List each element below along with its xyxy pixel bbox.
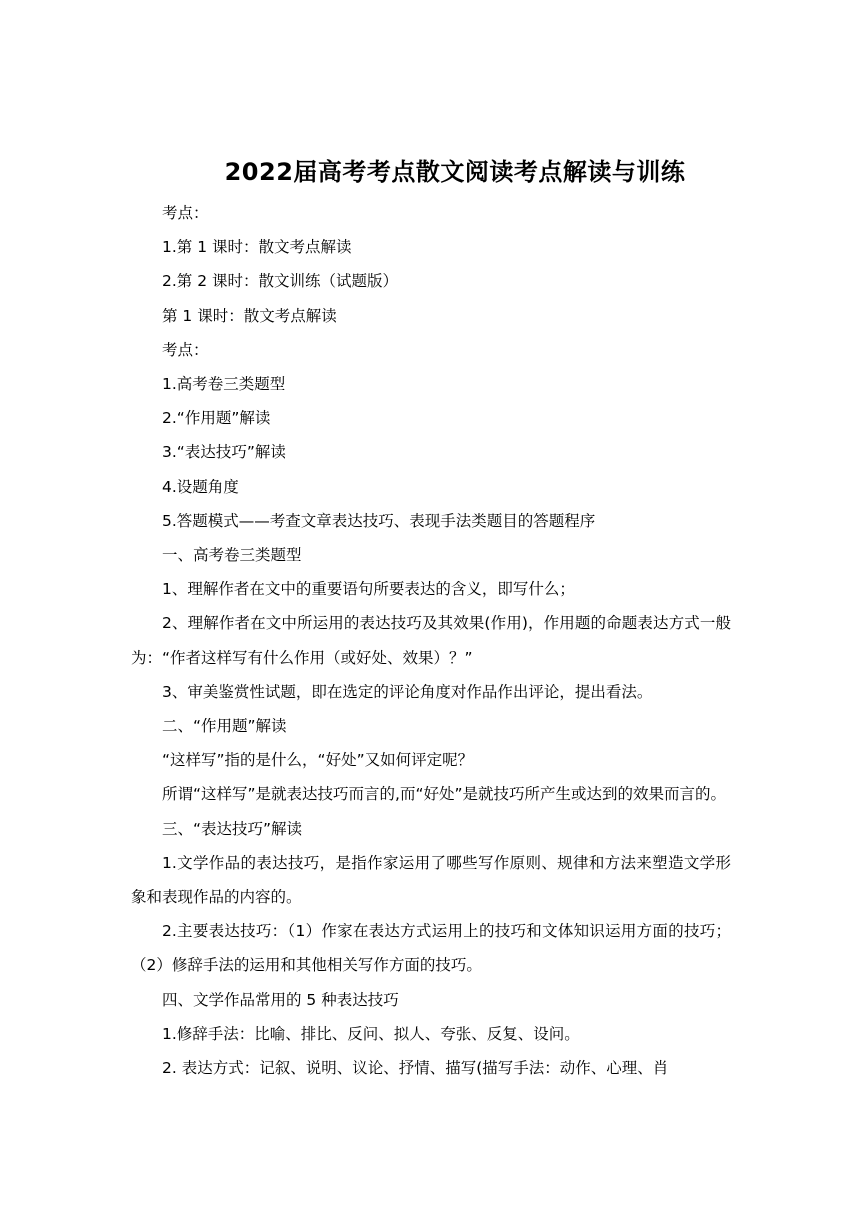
paragraph: 第 1 课时：散文考点解读 [162, 306, 337, 325]
paragraph: 5.答题模式——考查文章表达技巧、表现手法类题目的答题程序 [162, 511, 596, 530]
paragraph: 1.文学作品的表达技巧，是指作家运用了哪些写作原则、规律和方法来塑造文学形象和表现作品的内容的。 [131, 853, 731, 907]
paragraph: 2.“作用题”解读 [162, 409, 271, 428]
paragraph: 4.设题角度 [162, 477, 239, 496]
paragraph: 考点： [162, 204, 209, 222]
paragraph: 2、理解作者在文中所运用的表达技巧及其效果(作用)，作用题的命题表达方式一般为：“作者这样写有什么作用（或好处、效果）？” [131, 614, 731, 667]
paragraph: 考点： [162, 340, 209, 359]
paragraph: 1.高考卷三类题型 [162, 375, 286, 394]
paragraph: 2.主要表达技巧：（1）作家在表达方式运用上的技巧和文体知识运用方面的技巧；（2）修辞手法的运用和其他相关写作方面的技巧。 [131, 922, 731, 975]
paragraph: 1.修辞手法：比喻、排比、反问、拟人、夸张、反复、设问。 [162, 1024, 580, 1043]
section-heading: 四、文学作品常用的 5 种表达技巧 [162, 990, 399, 1009]
paragraph: 2.第 2 课时：散文训练（试题版） [162, 272, 399, 291]
paragraph: 3、审美鉴赏性试题，即在选定的评论角度对作品作出评论，提出看法。 [162, 682, 653, 701]
paragraph: “这样写”指的是什么，“好处”又如何评定呢？ [162, 751, 474, 770]
paragraph: 1、理解作者在文中的重要语句所要表达的含义，即写什么； [162, 580, 575, 599]
section-heading: 三、“表达技巧”解读 [162, 819, 303, 838]
paragraph: 3.“表达技巧”解读 [162, 443, 286, 462]
document-title: 2022届高考考点散文阅读考点解读与训练 [224, 158, 686, 186]
paragraph: 2. 表达方式：记叙、说明、议论、抒情、描写(描写手法：动作、心理、肖 [162, 1059, 669, 1078]
document-body [131, 196, 731, 1085]
section-heading: 一、高考卷三类题型 [162, 546, 302, 565]
paragraph: 1.第 1 课时：散文考点解读 [162, 238, 352, 257]
paragraph: 所谓“这样写”是就表达技巧而言的,而“好处”是就技巧所产生或达到的效果而言的。 [162, 785, 727, 804]
section-heading: 二、“作用题”解读 [162, 717, 287, 736]
